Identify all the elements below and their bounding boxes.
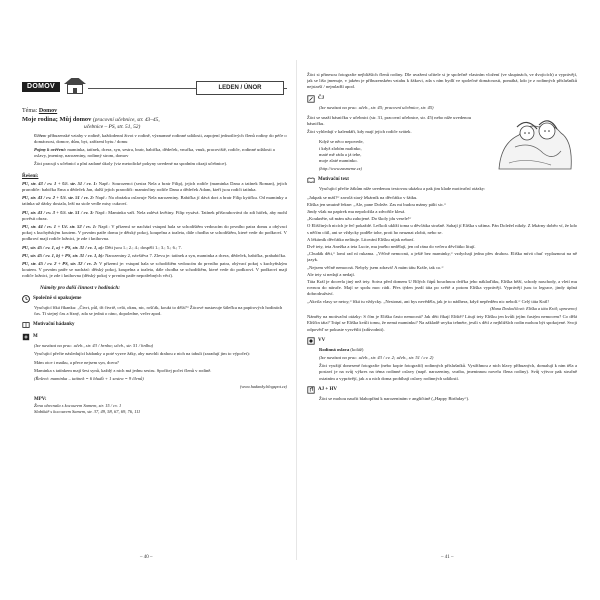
right-intro: Žáci si přinesou fotografie nejbližších členů rodiny. Dle uvažení učitele si je společně vlastním vložení (ve skupinách, ve dvojicích) a vyprávějí, jak se lišo jmenuje, v jakém je příbuzenském vztahu k žákovi, zda s ním bydlí ve společné domácnosti, pomáhá, kdo je z rodinných příslušníků nejstarší / nejmladší apod. (307, 72, 577, 90)
math-label: M (33, 334, 38, 340)
aj-heading: AJ + HV (318, 386, 337, 392)
aj-section-head (307, 386, 577, 394)
motiv-questions: Náměty na motivační otázky: S čím je Eliška často nemocná? Jak děti říkají Eliště? Litují tety Elišku jen kvůli jejím častým nemocem? Co dělá Eliščin táta? Trápí se Eliška kvůli tomu, že nemá maminku? Na základě uvyku tehnéte, jestli s dětí z nejbližších rodin mohou být spokojené. Svoji odpověď se pokuste vysvětlit (zdůvodnit). (307, 314, 577, 332)
solution-text: Např.: Sourozenci (sestra Nela a bratr Filip), jejich rodiče (maminka Dana a tatínek Roman), jejich prarodiče: babička Ema a dědeček Jan, další jejich prarodiči: maminčiny rodiče Dana a dědeček Adam, kteří jsou rodiči tatínka. (22, 180, 287, 193)
story-line: „Chudák děti,“ lomí rad ní rukama. „Věčně nemocná, a ještě bez maminky,“ vzdychají jedna přes druhou. Eliška mívá chuť vyplaznout na ně jazyk. (307, 251, 577, 263)
solution-item (22, 195, 287, 207)
solution-ref: PU, str. 45 / cv. 1, b) + PS, str. 31 / cv. 1, b): (22, 252, 104, 258)
right-page (307, 70, 577, 540)
solution-text: V přízemí je: vstupní hala se schodištěm vedoucím do prvního patra, obývací pokoj s kuchyňským koutem. V prvním patře se nachází: dětský pokoj, koupelna a toaleta, dále chodba se schodištěm, které vede do podkroví. V podkroví mají rodiče ložnici, je zde i knihovna (dětský pokoj v prvním patře nepotřebných věcí). (22, 261, 287, 279)
solution-item (22, 253, 287, 259)
cj-text-2: Žáci vyhledají v kalendáři, kdy mají jejich rodiče svátek. (307, 129, 412, 135)
terms (34, 147, 287, 159)
solutions-heading: Řešení: (22, 172, 39, 179)
story-line: Eliška jen smutně řekne: „Ale, pane Doleže. Zas mi budou mámy pálit sic.“ (307, 201, 447, 207)
clock-icon (22, 295, 30, 303)
vv-section-head (307, 337, 577, 345)
repeat-section-head (22, 295, 287, 303)
vv-text: Žáci využijí donesené fotografie (nebo kopie fotografií) rodinných příslušníků. Vystřihnou z nich hlavy příbuzných, domalují k nim těla a postaví je na svůj výkres na téma rodinné oslavy (např. narozeniny, svatba, jmeninnou novelu člena rodiny). Svůj výtvor pak stručně ostatním a vyprávějí, jak a u nich doma probíhají oslavy rodinných událostí. (319, 363, 577, 381)
solution-item (22, 210, 287, 222)
motiv-story (307, 195, 577, 305)
aj-text: Žáci se mohou naučit blahopřání k narozeninám v angličtině („Happy Birthday“). (319, 395, 470, 401)
poem-line: i když zlobím malinko, (319, 145, 362, 151)
poem (319, 139, 487, 164)
section-header (22, 78, 287, 98)
riddles-section-head (22, 321, 287, 329)
family-illustration-icon (491, 113, 577, 171)
solution-ref: PU, str. 45 / cv. 1, a) + PS, str. 31 / cv. 1, a): (22, 244, 104, 250)
house-icon (64, 78, 86, 95)
mpv-line-1: Žena obecnala s kocourem Samem, str. 15 / cv. 1 (34, 402, 122, 408)
story-line: „Akvila vlasy se netoy,“ říká tu vždycky. „Nestonat, ani bys nevěděla, jak je to nádhera, když nepředěm nic nebolí.“ Celý táta Král! (307, 298, 549, 304)
vv-sub-title: Rodinná oslava (319, 346, 350, 352)
math-text: Vyučující přečte následující hádanky a poté vyzve žáky, aby navrhli drahou z nich na tabuli (zaradují jim to výpočet): (34, 351, 250, 357)
solution-text: Např.: V přízemí se nachází vstupní hala se schodištěm vedoucím do prvního patra domu a obývací pokoj s kuchyňským koutem. V prvním patře domu je dětský pokoj, koupelna a toaleta, dále chodba se schodištěm, které vede do podkroví. V podkroví mají rodiče ložnici, je zde i knihovna. (22, 224, 287, 242)
repeat-text: Vyučující říká říkanku: „Čtvrt, půl, tři čtvrtě, celá, oknu, nic, rošťák, koukt to dělá?“ Žácové nastavuje šálečku na papírových hodinách čas. Tí stejný čas a řízný, zda se jedná o ráno, dopoledne, večer apod. (34, 304, 283, 317)
palette-icon (307, 337, 315, 345)
solution-ref: PU, str. 43 / cv. 3 + Uč. str. 51 / cv. 3: (22, 209, 94, 215)
solution-ref: PU, str. 45 / cv. 2 + PS, str. 32 / cv. 2: (22, 261, 98, 267)
intro-text: Žáci pracují s učebnicí a plní zadané úkoly (viz metodické pokyny uvedené na spodním okraji učebnice). (34, 161, 228, 167)
left-page-number: – 40 – (140, 555, 153, 560)
lesson-title-ref: (pracovní učebnice, str. 43–45, (92, 117, 160, 124)
riddle-answer: (Řešení: maminka – tatínek = 6 bludů + 1 sestra = 9 členů) (34, 376, 144, 382)
repeat-heading: Společně si opakujeme (33, 295, 82, 301)
riddle-1: Mám otce i matku, a přece nejsem syn, dcera? (34, 359, 119, 365)
topic-label: Téma: (22, 108, 38, 114)
book-icon (22, 321, 30, 329)
solution-item (22, 261, 287, 280)
month-label: LEDEN / ÚNOR (196, 81, 284, 95)
motiv-source: (Hana Doskočilová: Eliška a táta Král; upraveno) (490, 305, 577, 311)
solution-text: Děti jsou 1.; 2.; 4.; dospělí 1.; 3.; 5.; 6.; 7. (105, 244, 182, 250)
solution-item (22, 224, 287, 243)
pencil-icon (307, 95, 315, 103)
vv-sub-note: (koláž) (350, 346, 364, 352)
open-book-icon (307, 176, 315, 184)
solution-item (22, 181, 287, 193)
section-tag: DOMOV (22, 82, 60, 92)
ideas-heading: Náměty pro další činnost v hodinách: (40, 284, 120, 291)
textbook-ref: učebnice – PS, str. 51, 52) (84, 124, 141, 131)
cj-ref: (lze navázat na prac. učeb., str. 45; pracovní učebnice, str. 45) (319, 104, 434, 110)
topic-line (22, 108, 287, 114)
cj-section-head (307, 95, 577, 103)
story-line: A lékárník děvčátko nelituje. Litování Elišku nijak nebaví. (307, 236, 415, 242)
story-line: „Koukněte, už mám užu zahojené. Do školy jdu vesele!“ (307, 216, 412, 222)
story-line: Táta Král je doceela jiný než tety. Sotva před domem U Bílých čápů bouchnou dvířka jeho náklaďáku, Eliška běží, schody naschody, a vletí mu rovnou do náruče. Mají se spolu moc rádi. Přes týden jezdí táta po světě a potom Eliška vyprávějí. Vyprávějí jsou to legrace, jindy úplná dobrodružství. (307, 279, 577, 297)
story-line: Dvě tety, teta Anežka a teta Lucie, mu jmého nedělají, jen od rána do večera děvčátko litují. (307, 244, 476, 250)
cj-row (307, 113, 577, 173)
music-note-icon (307, 386, 315, 394)
curriculum-text: příbuzenské vztahy v rodině, každodenní život v rodině, významné rodinné události, zapojení jednotlivých členů rodiny do péče o domácnost, domov, dům, byt, zařízení bytu / domu (34, 132, 287, 144)
left-page (22, 78, 287, 548)
lesson-title (22, 117, 287, 123)
math-section-head (22, 333, 287, 341)
story-line: Jindy však na papírek mu nepoložila a zdvořile klesá. (307, 209, 406, 215)
story-line: Ale tety si nedají a nedají. (307, 271, 355, 277)
story-line: „Nejsem věčně nemocná. Nebyly jsem zdravá! A mám tátu Krále, tak co.“ (307, 264, 444, 270)
terms-label: Pojmy k ověření: (34, 147, 67, 153)
mpv-label: MPV: (34, 396, 47, 402)
mpv-line-2: Slabikář s kocourem Samem, str. 37, 49, 58, 67, 69, 76, 111 (34, 408, 141, 414)
cj-text-1: Žáci se snaží básničku v učebnici (str. 31, pracovní učebnice, str. 45) nebo níže uvedenou básničku. (307, 114, 472, 127)
cj-text-block (307, 113, 487, 173)
solution-text: Např.: Na obrázku oslavuje Nela narozeniny. Babička jí dává dort a bratr Filip kytičku. Od maminky a tatínka už dárky dostala, leží na stole vedle misy cukroví. (22, 195, 287, 207)
curriculum-label: Učivo: (34, 132, 47, 138)
story-line: „Jakpak se máš?“ zavolá starý lékárník na děvčátko v šátku. (307, 194, 418, 200)
solution-item (22, 245, 287, 251)
poem-source: (http://www.zasmeme.cz) (319, 166, 362, 172)
vv-heading: VV (318, 337, 326, 343)
riddle-2: Maminka s tatínkem mají šest synů, každý z nich má jednu sestru. Spočítej počet členů v rodině. (34, 367, 212, 373)
solution-ref: PU, str. 43 / cv. 1 + Uč. str. 51 / cv. 1: (22, 180, 98, 186)
motiv-heading: Motivační text (318, 177, 349, 183)
motiv-intro: Vyučující přečte žákům níže uvedenou textovou ukázku a pak jim klade motivační otázky: (319, 186, 486, 192)
story-line: O Eliščiných nicích je řeč pokaždé. Lečkoli uklíží toma u děvčátka strašně. Sahají jí Eliška s užima. Pán Doležel nikdy. Z lékárny doběo ví, že kdo s něčím cítíl, ani se vždycky poděle tohe, proti ho neuznat zlobit, nebo se. (307, 223, 577, 235)
terms-text: maminka, tatínek, dcera, syn, sestra, bratr, babička, dědeček, vnučka, vnuk, pracoviště, rodiče, rodinné události a oslavy, jmeniny, narozeniny, rodinný strom, domov (34, 147, 275, 159)
poem-line: moje zlaté maminko. (319, 158, 358, 164)
topic-value: Domov (38, 108, 58, 114)
page-gutter (296, 60, 297, 560)
riddles-heading: Motivační hádanky (33, 322, 75, 328)
poem-line: Když se něco nepovede, (319, 139, 364, 145)
mpv-block (34, 397, 287, 416)
solution-ref: PU, str. 44 / cv. 1 + Uč. str. 52 / cv. 1: (22, 224, 97, 230)
right-page-number: – 41 – (441, 555, 454, 560)
math-icon (22, 333, 30, 341)
vv-subheading (319, 347, 577, 353)
lesson-title-text: Moje rodina; Můj domov (22, 116, 92, 124)
math-ref: (lze navázat na prac. učeb., str. 43 / hrnba; učeb., str. 51 / hnlbu) (34, 343, 154, 349)
solutions-list (22, 181, 287, 280)
poem-line: maté mě ráda a já tebe, (319, 151, 362, 157)
curriculum (34, 133, 287, 145)
cj-heading: ČJ (318, 95, 325, 101)
solution-text: Např.: Maminka vaří. Nela zalévá květiny. Filip vysává. Tatínek přišroubovává do zdi háček, aby mohl pověsit obraz. (22, 209, 287, 221)
motiv-section-head (307, 176, 577, 184)
vv-ref: (lze navázat na prac. učeb., str. 43 / cv. 2; učeb., str. 51 / cv. 2) (319, 354, 434, 360)
solution-ref: PU, str. 43 / cv. 2 + Uč. str. 51 / cv. 2: (22, 195, 95, 201)
solution-text: Narozeniny 2, návštěva 7. Zlevu je: tatínek a syn, maminka a dcera, dědeček, babička, prababička. (105, 252, 287, 258)
riddle-source: (www.hadanky.blogspot.cz) (239, 384, 287, 390)
